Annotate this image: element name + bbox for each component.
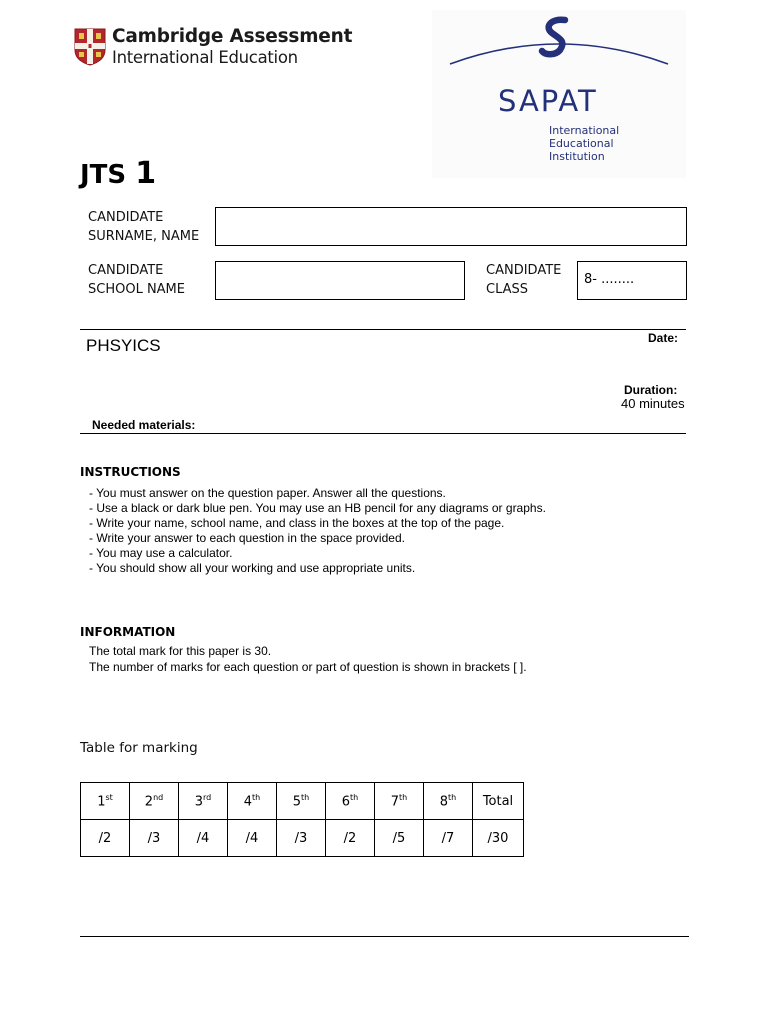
instruction-item: - You may use a calculator. — [89, 546, 233, 560]
footer-divider — [80, 936, 689, 937]
information-heading: INFORMATION — [80, 625, 176, 639]
marking-header-row — [81, 783, 524, 820]
instruction-item: - Write your name, school name, and class in the boxes at the top of the page. — [89, 516, 505, 530]
instruction-item: - Write your answer to each question in the space provided. — [89, 531, 405, 545]
class-label: CANDIDATE CLASS — [486, 263, 562, 297]
marking-table — [80, 782, 524, 857]
information-item: The total mark for this paper is 30. — [89, 644, 272, 658]
divider-materials — [80, 433, 686, 434]
question-header-3: 3rd — [179, 783, 228, 820]
instructions-heading: INSTRUCTIONS — [80, 465, 181, 479]
question-header-1: 1st — [81, 783, 130, 820]
question-mark-cell: /3 — [130, 820, 179, 857]
total-header: Total — [473, 783, 524, 820]
school-input-box[interactable] — [215, 261, 465, 300]
exam-code: JTS 1 — [80, 156, 157, 191]
cambridge-shield-logo — [74, 28, 106, 66]
question-mark-cell: /2 — [326, 820, 375, 857]
question-header-7: 7th — [375, 783, 424, 820]
marking-table-caption: Table for marking — [80, 740, 198, 756]
surname-label: CANDIDATE SURNAME, NAME — [88, 210, 200, 244]
question-header-5: 5th — [277, 783, 326, 820]
question-header-6: 6th — [326, 783, 375, 820]
question-header-2: 2nd — [130, 783, 179, 820]
question-mark-cell: /4 — [228, 820, 277, 857]
partner-subtitle: International Educational Institution — [549, 124, 620, 163]
question-mark-cell: /4 — [179, 820, 228, 857]
information-list — [89, 643, 527, 675]
question-header-8: 8th — [424, 783, 473, 820]
date-label: Date: — [648, 331, 679, 345]
information-item: The number of marks for each question or part of question is shown in brackets [ ]. — [89, 660, 527, 674]
instructions-list — [89, 486, 546, 576]
total-mark-cell: /30 — [473, 820, 524, 857]
question-mark-cell: /7 — [424, 820, 473, 857]
org-name: Cambridge Assessment — [112, 26, 353, 47]
marking-score-row — [81, 820, 524, 857]
subject-title: PHSYICS — [86, 336, 161, 355]
partner-name: SAPAT — [498, 84, 598, 118]
divider-top — [80, 329, 686, 330]
question-mark-cell: /5 — [375, 820, 424, 857]
materials-label: Needed materials: — [92, 418, 196, 432]
class-value: 8- ........ — [584, 272, 635, 287]
school-label: CANDIDATE SCHOOL NAME — [88, 263, 185, 297]
duration-value: 40 minutes — [621, 396, 685, 411]
surname-input-box[interactable] — [215, 207, 687, 246]
duration-label: Duration: — [624, 383, 678, 397]
question-mark-cell: /3 — [277, 820, 326, 857]
instruction-item: - Use a black or dark blue pen. You may use an HB pencil for any diagrams or graphs. — [89, 501, 546, 515]
question-header-4: 4th — [228, 783, 277, 820]
instruction-item: - You must answer on the question paper. Answer all the questions. — [89, 486, 446, 500]
instruction-item: - You should show all your working and use appropriate units. — [89, 561, 416, 575]
question-mark-cell: /2 — [81, 820, 130, 857]
org-subtitle: International Education — [112, 48, 298, 67]
